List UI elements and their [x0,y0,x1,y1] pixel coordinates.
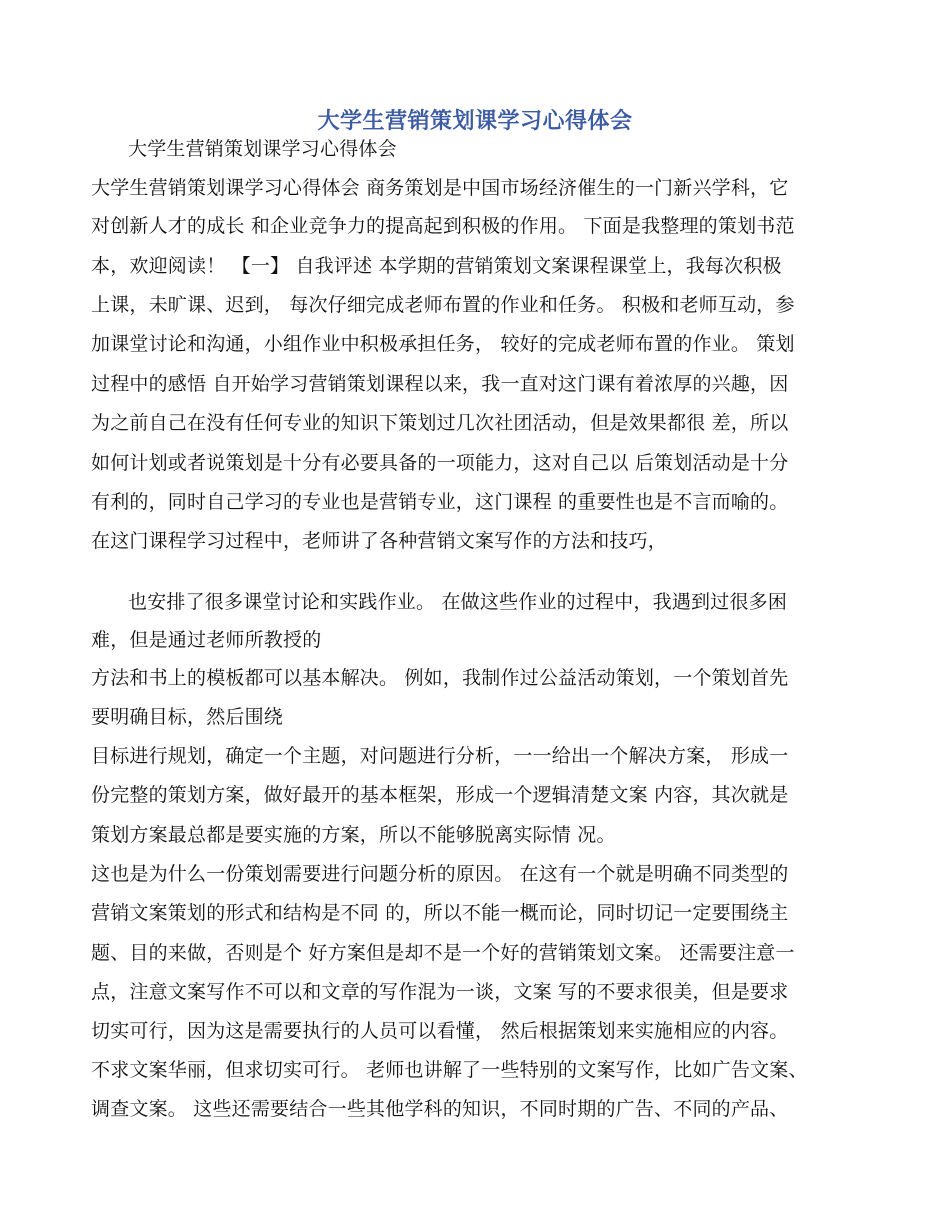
body-line: 调查文案。 这些还需要结合一些其他学科的知识，不同时期的广告、不同的产品、 [91,1098,789,1120]
body-line: 如何计划或者说策划是十分有必要具备的一项能力，这对自己以 后策划活动是十分 [91,452,789,474]
body-line: 上课，未旷课、迟到， 每次仔细完成老师布置的作业和任务。 积极和老师互动，参 [91,294,795,316]
body-line: 目标进行规划，确定一个主题，对问题进行分析，一一给出一个解决方案， 形成一 [91,745,789,767]
body-line: 难，但是通过老师所教授的 [91,629,322,651]
body-line: 有利的，同时自己学习的专业也是营销专业，这门课程 的重要性也是不言而喻的。 [91,491,789,513]
body-line: 份完整的策划方案，做好最开的基本框架，形成一个逻辑清楚文案 内容，其次就是 [91,784,789,806]
body-line: 切实可行，因为这是需要执行的人员可以看懂， 然后根据策划来实施相应的内容。 [91,1020,789,1042]
body-line: 不求文案华丽，但求切实可行。 老师也讲解了一些特别的文案写作，比如广告文案、 [91,1059,808,1081]
body-line: 点，注意文案写作不可以和文章的写作混为一谈，文案 写的不要求很美，但是要求 [91,981,789,1003]
body-line: 在这门课程学习过程中，老师讲了各种营销文案写作的方法和技巧， [91,530,668,552]
body-line: 过程中的感悟 自开始学习营销策划课程以来，我一直对这门课有着浓厚的兴趣，因 [91,373,789,395]
body-line: 营销文案策划的形式和结构是不同 的，所以不能一概而论，同时切记一定要围绕主 [91,902,789,924]
body-line: 为之前自己在没有任何专业的知识下策划过几次社团活动，但是效果都很 差，所以 [91,412,789,434]
document-title: 大学生营销策划课学习心得体会 [317,108,633,134]
body-line: 加课堂讨论和沟通，小组作业中积极承担任务， 较好的完成老师布置的作业。 策划 [91,333,795,355]
body-line: 大学生营销策划课学习心得体会 商务策划是中国市场经济催生的一门新兴学科，它 [91,177,789,199]
subtitle-line: 大学生营销策划课学习心得体会 [128,138,397,160]
body-line: 对创新人才的成长 和企业竞争力的提高起到积极的作用。 下面是我整理的策划书范 [91,215,795,237]
body-line: 题、目的来做，否则是个 好方案但是却不是一个好的营销策划文案。 还需要注意一 [91,942,795,964]
body-line: 本，欢迎阅读！ 【一】 自我评述 本学期的营销策划文案课程课堂上，我每次积极 [91,255,782,277]
body-line: 这也是为什么一份策划需要进行问题分析的原因。 在这有一个就是明确不同类型的 [91,863,789,885]
body-line: 要明确目标，然后围绕 [91,706,284,728]
body-line: 方法和书上的模板都可以基本解决。 例如，我制作过公益活动策划，一个策划首先 [91,667,789,689]
body-line: 策划方案最总都是要实施的方案，所以不能够脱离实际情 况。 [91,824,616,846]
body-line: 也安排了很多课堂讨论和实践作业。 在做这些作业的过程中，我遇到过很多困 [128,591,788,613]
